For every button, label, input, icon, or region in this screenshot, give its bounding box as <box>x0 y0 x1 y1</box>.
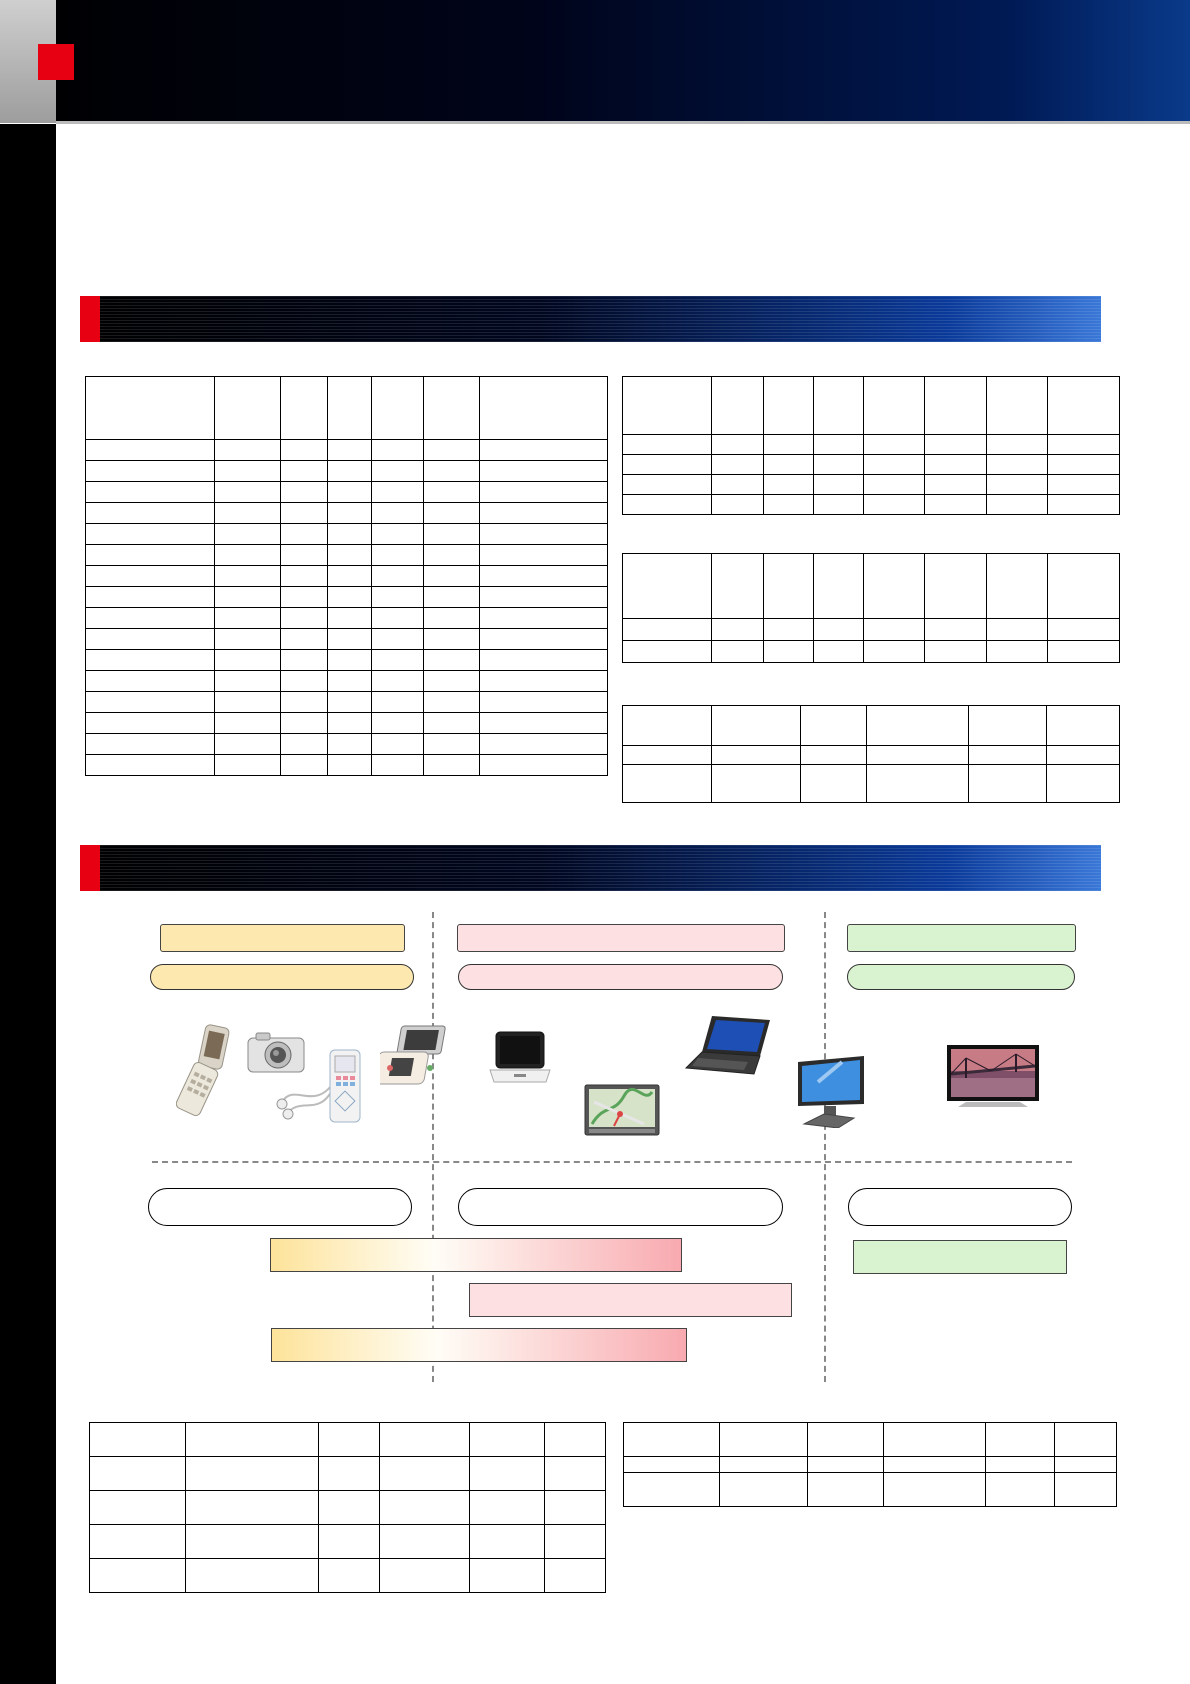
section-bar-applications <box>80 845 1101 891</box>
bottom-table-left <box>89 1422 606 1593</box>
table-row <box>86 650 608 671</box>
section-accent-mark <box>80 296 100 342</box>
table-row <box>623 641 1120 663</box>
segment-tag-medium <box>457 924 785 952</box>
table-row <box>624 1473 1117 1507</box>
category-pill-large <box>847 964 1075 990</box>
table-header-row <box>624 1423 1117 1457</box>
table-header-row <box>623 554 1120 619</box>
table-row <box>86 440 608 461</box>
table-row <box>86 566 608 587</box>
table-row <box>623 746 1120 765</box>
spec-table-right-3 <box>622 705 1120 803</box>
segment-tag-small <box>160 924 405 952</box>
coverage-band <box>271 1328 687 1362</box>
table-row <box>86 734 608 755</box>
portable-dvd-icon <box>488 1030 552 1084</box>
table-row <box>86 461 608 482</box>
spec-table-main <box>85 376 608 776</box>
table-row <box>90 1525 606 1559</box>
segment-divider <box>824 912 826 1382</box>
table-row <box>90 1457 606 1491</box>
table-header-row <box>623 706 1120 746</box>
spec-table-right-1 <box>622 376 1120 515</box>
table-row <box>86 545 608 566</box>
usage-pill-large <box>848 1188 1072 1226</box>
car-navigation-icon <box>584 1084 660 1136</box>
table-row <box>86 755 608 776</box>
table-header-row <box>90 1423 606 1457</box>
laptop-icon <box>684 1014 772 1076</box>
coverage-band-large <box>853 1240 1067 1274</box>
header-accent-square <box>38 44 74 80</box>
table-header-row <box>623 377 1120 435</box>
spec-table-right-2 <box>622 553 1120 663</box>
music-player-icon <box>274 1042 378 1124</box>
table-header-row <box>86 377 608 440</box>
category-pill-small <box>150 964 414 990</box>
table-row <box>86 524 608 545</box>
mobile-phone-icon <box>176 1024 242 1118</box>
table-row <box>86 671 608 692</box>
section-bar-specifications <box>80 296 1101 342</box>
handheld-game-icon <box>380 1024 450 1088</box>
table-row <box>623 475 1120 495</box>
section-accent-mark <box>80 845 100 891</box>
table-row <box>623 455 1120 475</box>
usage-pill-small <box>148 1188 412 1226</box>
table-row <box>86 692 608 713</box>
coverage-band <box>270 1238 682 1272</box>
segment-divider <box>432 912 434 1382</box>
diagram-divider <box>152 1161 1072 1163</box>
table-row <box>86 713 608 734</box>
table-row <box>624 1457 1117 1473</box>
coverage-band-medium <box>469 1283 792 1317</box>
table-row <box>86 629 608 650</box>
table-row <box>623 435 1120 455</box>
bottom-table-right <box>623 1422 1117 1507</box>
table-row <box>623 765 1120 803</box>
page-header <box>0 0 1190 123</box>
table-row <box>86 503 608 524</box>
table-row <box>86 587 608 608</box>
flat-tv-icon <box>946 1044 1040 1108</box>
category-pill-medium <box>458 964 783 990</box>
table-row <box>90 1491 606 1525</box>
table-row <box>90 1559 606 1593</box>
table-row <box>86 608 608 629</box>
left-sidebar-strip <box>0 124 56 1684</box>
table-row <box>623 495 1120 515</box>
segment-tag-large <box>847 924 1076 952</box>
table-row <box>623 619 1120 641</box>
desktop-monitor-icon <box>794 1054 868 1128</box>
header-divider <box>56 121 1190 124</box>
usage-pill-medium <box>458 1188 783 1226</box>
table-row <box>86 482 608 503</box>
